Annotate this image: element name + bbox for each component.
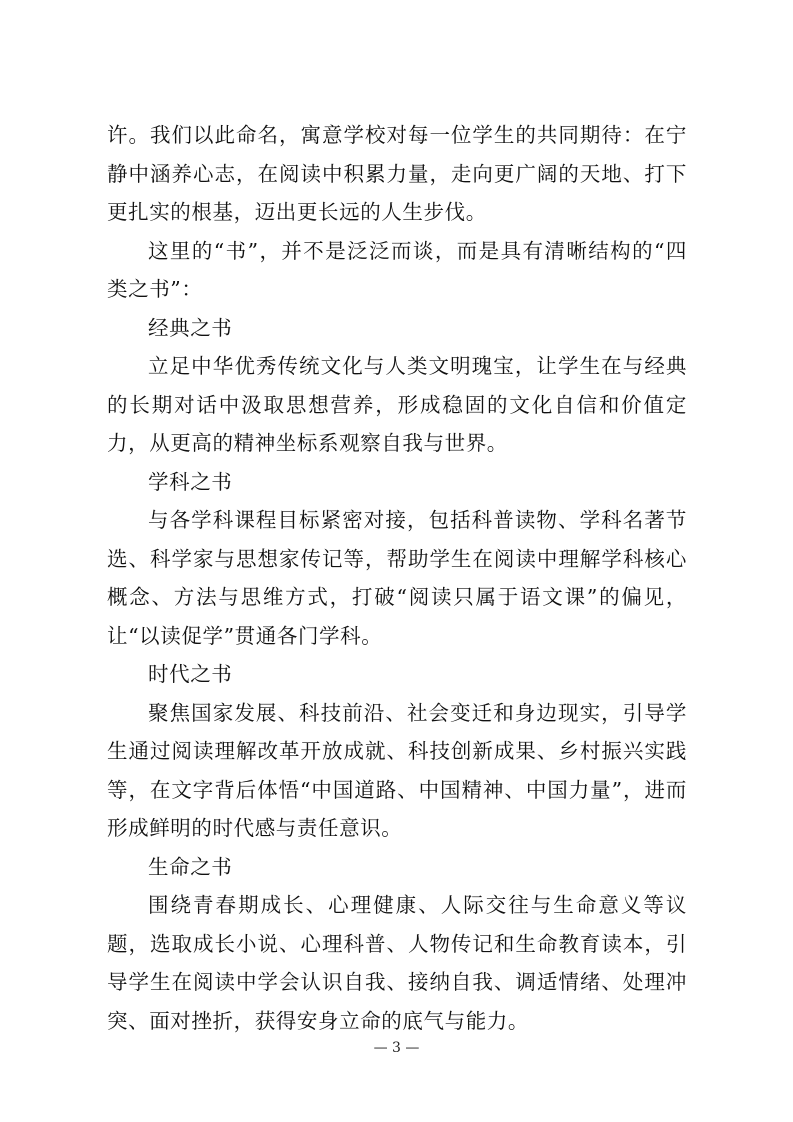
paragraph-life: 围绕青春期成长、心理健康、人际交往与生命意义等议题，选取成长小说、心理科普、人物传记和生命教育读本，引导学生在阅读中学会认识自我、接纳自我、调适情绪、处理冲突、面对挫折，获得安身立命的底气与能力。 — [107, 893, 687, 1033]
paragraph-era: 聚焦国家发展、科技前沿、社会变迁和身边现实，引导学生通过阅读理解改革开放成就、科技创新成果、乡村振兴实践等，在文字背后体悟“中国道路、中国精神、中国力量”，进而形成鲜明的时代感与责任意识。 — [107, 700, 687, 840]
section-heading-era: 时代之书 — [148, 662, 233, 686]
section-heading-classics: 经典之书 — [148, 315, 233, 340]
page-number: — 3 — — [373, 1040, 420, 1056]
paragraph-subjects: 与各学科课程目标紧密对接，包括科普读物、学科名著节选、科学家与思想家传记等，帮助学生在阅读中理解学科核心概念、方法与思维方式，打破“阅读只属于语文课”的偏见，让“以读促学”贯通各门学科。 — [107, 508, 687, 648]
section-heading-life: 生命之书 — [148, 854, 233, 879]
body-text — [107, 116, 687, 1040]
paragraph-intro-four-books: 这里的“书”，并不是泛泛而谈，而是具有清晰结构的“四类之书”： — [107, 238, 687, 301]
paragraph-classics: 立足中华优秀传统文化与人类文明瑰宝，让学生在与经典的长期对话中汲取思想营养，形成稳固的文化自信和价值定力，从更高的精神坐标系观察自我与世界。 — [107, 354, 687, 455]
section-heading-subjects: 学科之书 — [148, 469, 233, 494]
paragraph-continuation: 许。我们以此命名，寓意学校对每一位学生的共同期待：在宁静中涵养心志，在阅读中积累力量，走向更广阔的天地、打下更扎实的根基，迈出更长远的人生步伐。 — [107, 123, 687, 224]
